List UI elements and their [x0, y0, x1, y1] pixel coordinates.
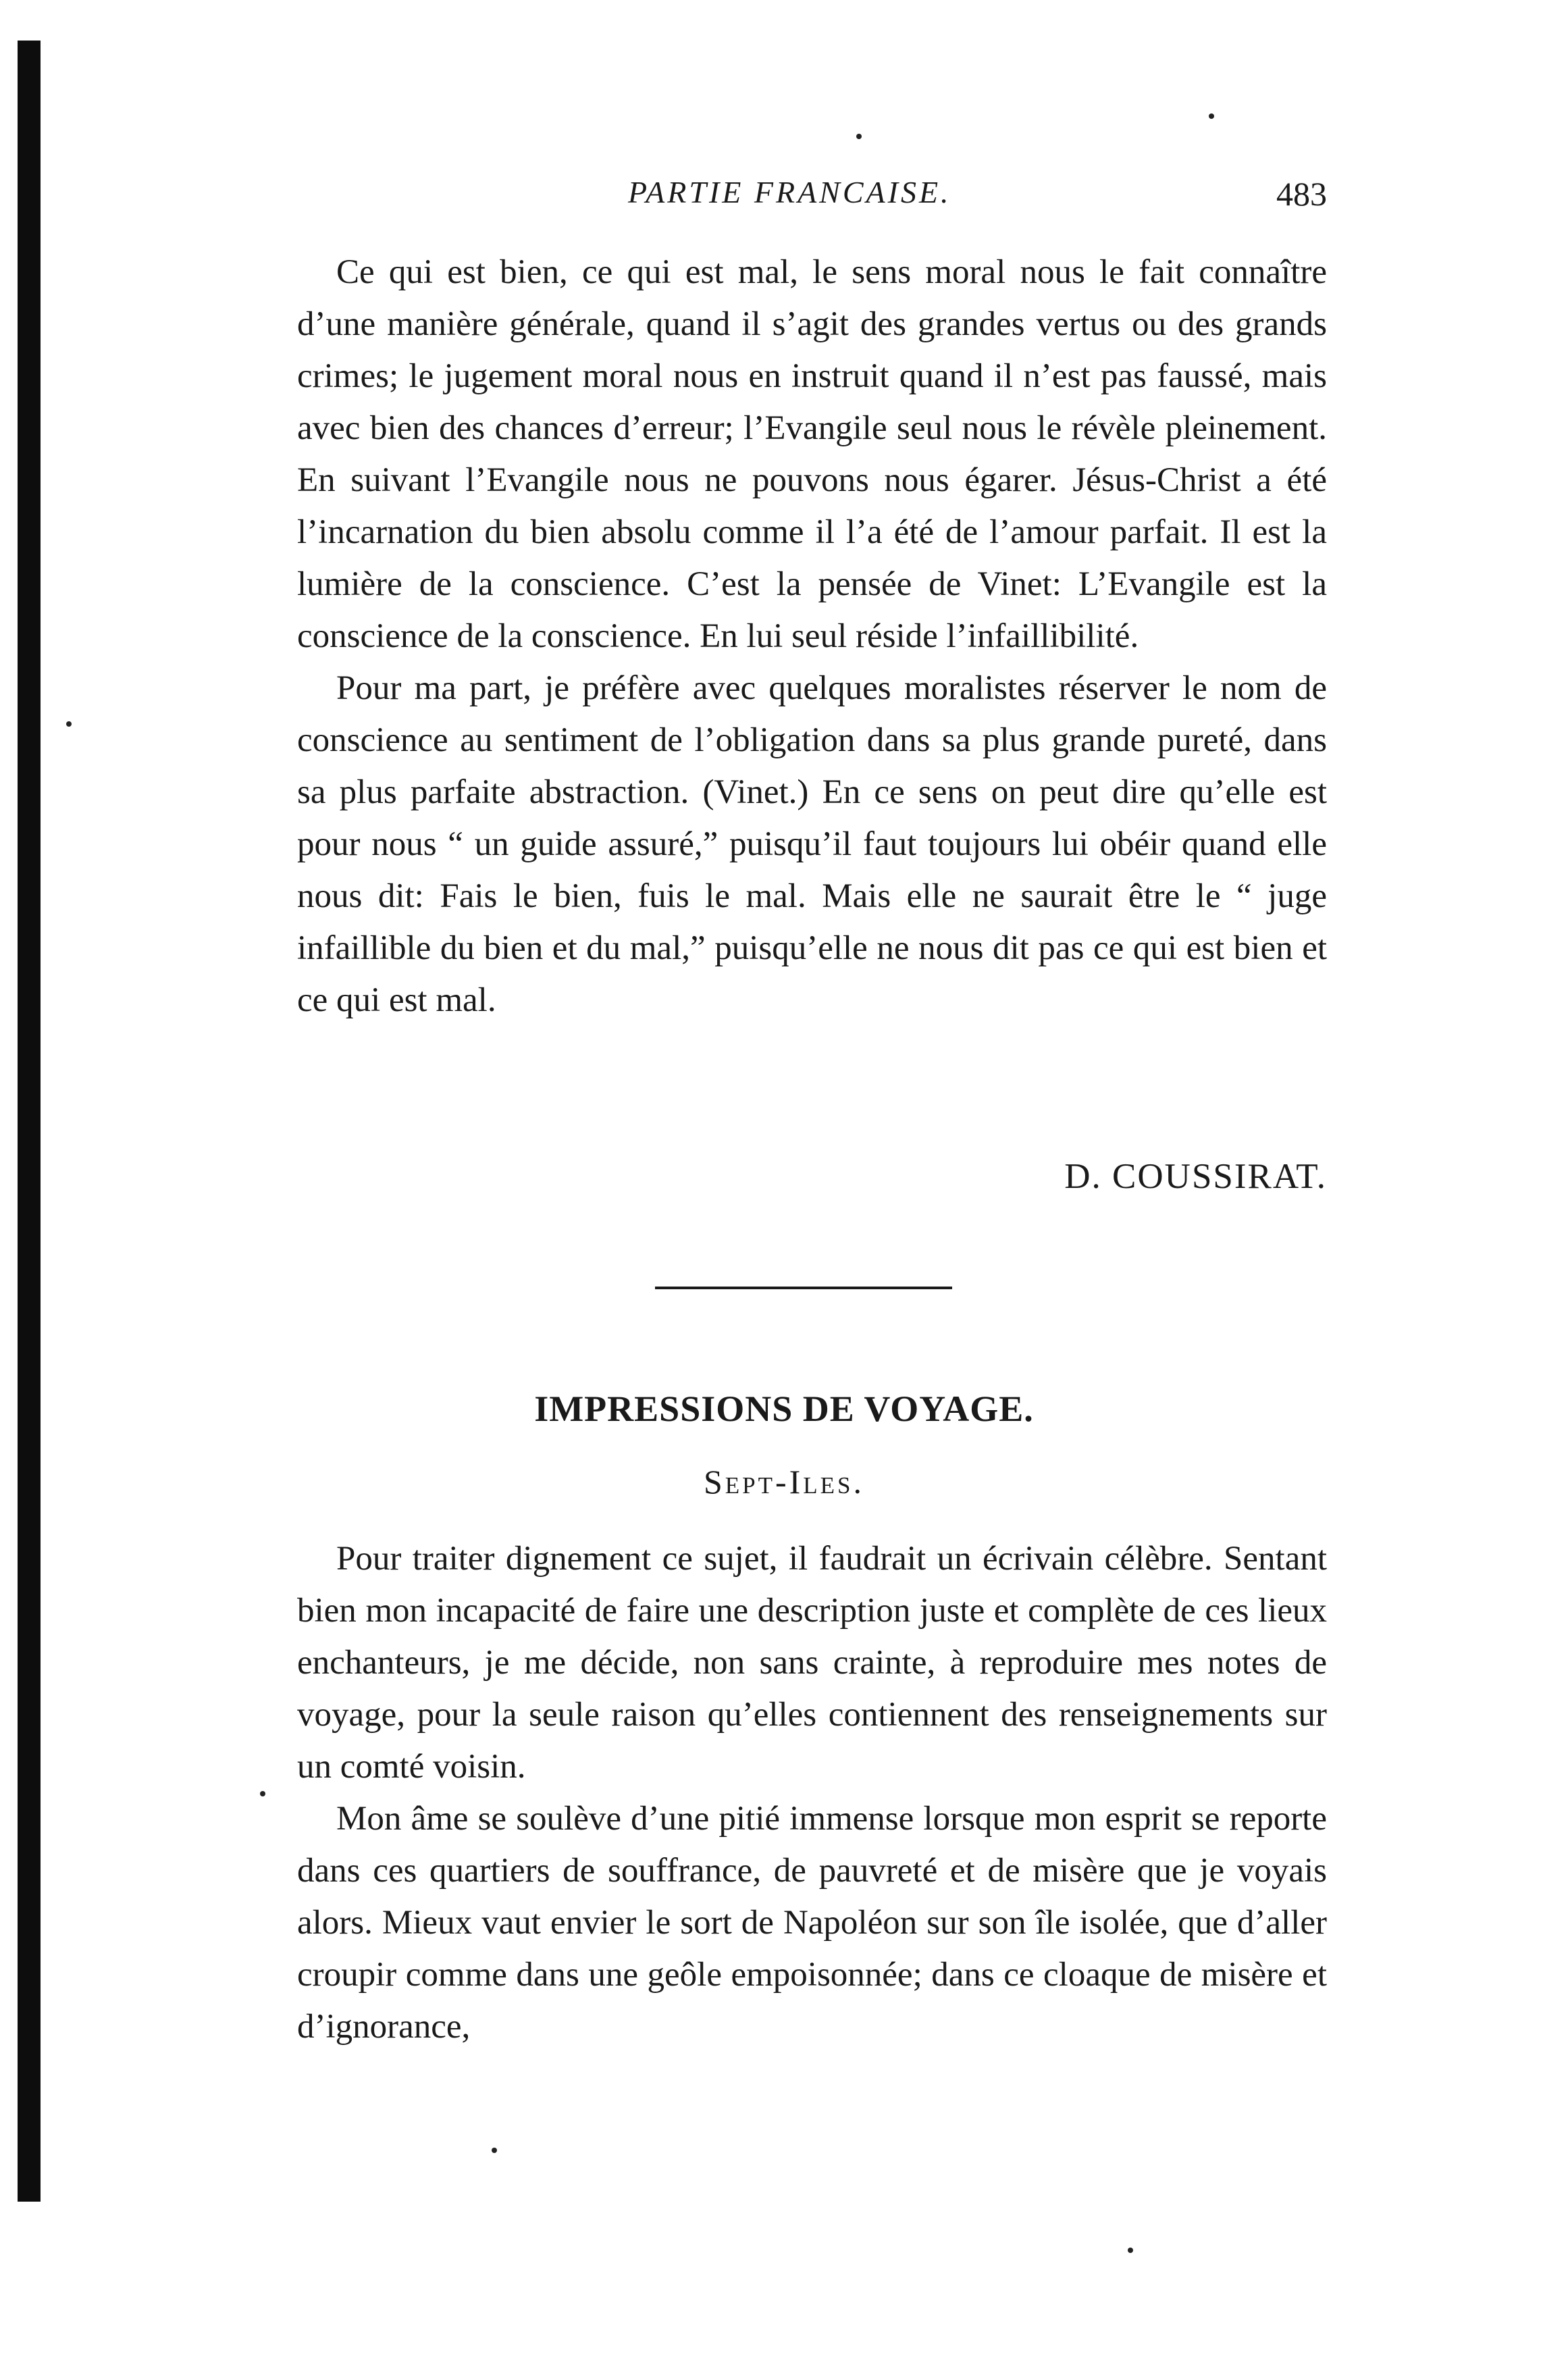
article-coussirat: [297, 247, 1327, 1027]
article-impressions: [297, 1533, 1327, 2053]
print-speck: [66, 721, 72, 727]
paragraph: Pour traiter dignement ce sujet, il faudrait un écrivain célèbre. Sentant bien mon incapacité de faire une description juste et complète de ces lieux enchanteurs, je me décide, non sans crainte, à reproduire mes notes de voyage, pour la seule raison qu’elles contiennent des renseignements sur un comté voisin.: [297, 1540, 1327, 1786]
section-subtitle: Sept-Iles.: [703, 1463, 865, 1501]
page-binding-edge: [18, 41, 41, 2202]
section-title: IMPRESSIONS DE VOYAGE.: [534, 1389, 1034, 1429]
author-signature: D. COUSSIRAT.: [1064, 1157, 1327, 1196]
print-speck: [260, 1791, 265, 1796]
paragraph: Mon âme se soulève d’une pitié immense lorsque mon esprit se reporte dans ces quartiers de souffrance, de pauvreté et de misère que je voyais alors. Mieux vaut envier le sort de Napoléon sur son île isolée, que d’aller croupir comme dans une geôle empoisonnée; dans ce cloaque de misère et d’ignorance,: [297, 1800, 1327, 2046]
paragraph: Pour ma part, je préfère avec quelques moralistes réserver le nom de conscience au sentiment de l’obligation dans sa plus grande pureté, dans sa plus parfaite abstraction. (Vinet.) En ce sens on peut dire qu’elle est pour nous “ un guide assuré,” puisqu’il faut toujours lui obéir quand elle nous dit: Fais le bien, fuis le mal. Mais elle ne saurait être le “ juge infaillible du bien et du mal,” puisqu’elle ne nous dit pas ce qui est bien et ce qui est mal.: [297, 669, 1327, 1019]
print-speck: [492, 2148, 497, 2153]
running-head: PARTIE FRANCAISE.: [628, 175, 951, 209]
page-number: 483: [1276, 175, 1327, 213]
page-header: [297, 174, 1327, 222]
print-speck: [1209, 113, 1214, 119]
print-speck: [856, 134, 862, 139]
paragraph: Ce qui est bien, ce qui est mal, le sens moral nous le fait connaître d’une manière générale, quand il s’agit des grandes vertus ou des grands crimes; le jugement moral nous en instruit quand il n’est pas faussé, mais avec bien des chances d’erreur; l’Evangile seul nous le révèle pleinement. En suivant l’Evangile nous ne pouvons nous égarer. Jésus-Christ a été l’incarnation du bien absolu comme il l’a été de l’amour parfait. Il est la lumière de la conscience. C’est la pensée de Vinet: L’Evangile est la conscience de la conscience. En lui seul réside l’infaillibilité.: [297, 253, 1327, 655]
section-divider: [655, 1287, 952, 1289]
print-speck: [1128, 2248, 1133, 2253]
